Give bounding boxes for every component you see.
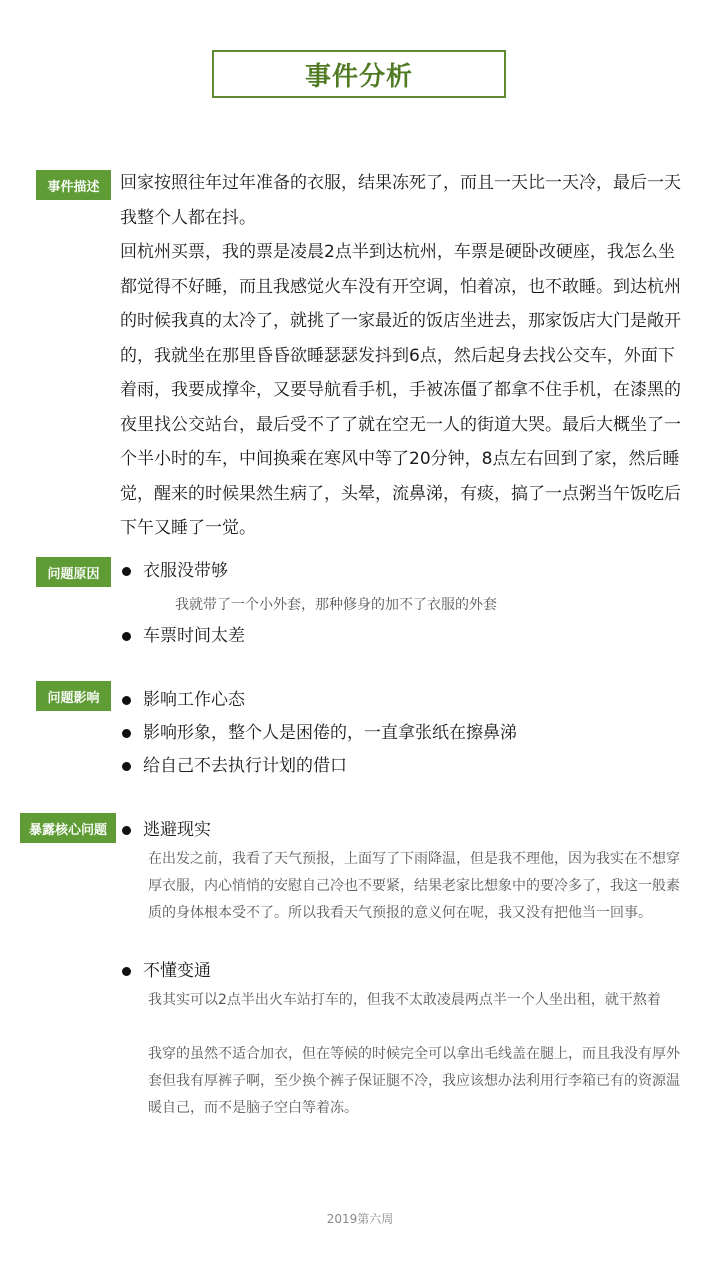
bullet-dot <box>122 826 131 835</box>
cause-bullet-1 <box>122 558 228 584</box>
label-cause: 问题原因 <box>36 557 111 587</box>
core-text-2: 我其实可以2点半出火车站打车的，但我不太敢凌晨两点半一个人坐出租，就干熬着 <box>148 992 661 1008</box>
impact-bullet-2-text: 影响形象，整个人是困倦的，一直拿张纸在擦鼻涕 <box>143 723 517 743</box>
bullet-dot <box>122 729 131 738</box>
impact-bullet-3 <box>122 753 347 779</box>
core-heading-1 <box>122 817 211 843</box>
core-heading-2 <box>122 958 211 984</box>
core-heading-1-text: 逃避现实 <box>143 820 211 840</box>
impact-bullet-2 <box>122 720 517 746</box>
description-paragraph-1: 回家按照往年过年准备的衣服，结果冻死了，而且一天比一天冷，最后一天我整个人都在抖。 <box>120 173 681 228</box>
bullet-dot <box>122 967 131 976</box>
bullet-dot <box>122 632 131 641</box>
label-impact: 问题影响 <box>36 681 111 711</box>
bullet-dot <box>122 762 131 771</box>
cause-note: 我就带了一个小外套，那种修身的加不了衣服的外套 <box>175 597 497 613</box>
bullet-dot <box>122 567 131 576</box>
core-heading-2-text: 不懂变通 <box>143 961 211 981</box>
title-box <box>212 50 506 98</box>
core-text-1: 在出发之前，我看了天气预报，上面写了下雨降温，但是我不理他，因为我实在不想穿厚衣服，内心悄悄的安慰自己冷也不要紧，结果老家比想象中的要冷多了，我这一般素质的身体根本受不了。所以我看天气预报的意义何在呢，我又没有把他当一回事。 <box>148 851 680 921</box>
label-core: 暴露核心问题 <box>20 813 116 843</box>
label-description: 事件描述 <box>36 170 111 200</box>
impact-bullet-1-text: 影响工作心态 <box>143 690 245 710</box>
impact-bullet-1 <box>122 687 245 713</box>
description-paragraph-2: 回杭州买票，我的票是凌晨2点半到达杭州，车票是硬卧改硬座，我怎么坐都觉得不好睡，而且我感觉火车没有开空调，怕着凉，也不敢睡。到达杭州的时候我真的太冷了，就挑了一家最近的饭店坐进去，那家饭店大门是敞开的，我就坐在那里昏昏欲睡瑟瑟发抖到6点，然后起身去找公交车，外面下着雨，我要成撑伞，又要导航看手机，手被冻僵了都拿不住手机，在漆黑的夜里找公交站台，最后受不了了就在空无一人的街道大哭。最后大概坐了一个半小时的车，中间换乘在寒风中等了20分钟，8点左右回到了家，然后睡觉，醒来的时候果然生病了，头晕，流鼻涕，有痰，搞了一点粥当午饭吃后下午又睡了一觉。 <box>120 242 681 538</box>
cause-bullet-1-text: 衣服没带够 <box>143 561 228 581</box>
page-title: 事件分析 <box>304 61 413 92</box>
footer-week: 2019第六周 <box>326 1212 394 1226</box>
cause-bullet-2 <box>122 623 245 649</box>
bullet-dot <box>122 696 131 705</box>
cause-bullet-2-text: 车票时间太差 <box>143 626 245 646</box>
impact-bullet-3-text: 给自己不去执行计划的借口 <box>143 756 347 776</box>
core-text-3: 我穿的虽然不适合加衣，但在等候的时候完全可以拿出毛线盖在腿上，而且我没有厚外套但我有厚裤子啊，至少换个裤子保证腿不冷，我应该想办法利用行李箱已有的资源温暖自己，而不是脑子空白等着冻。 <box>148 1046 680 1116</box>
